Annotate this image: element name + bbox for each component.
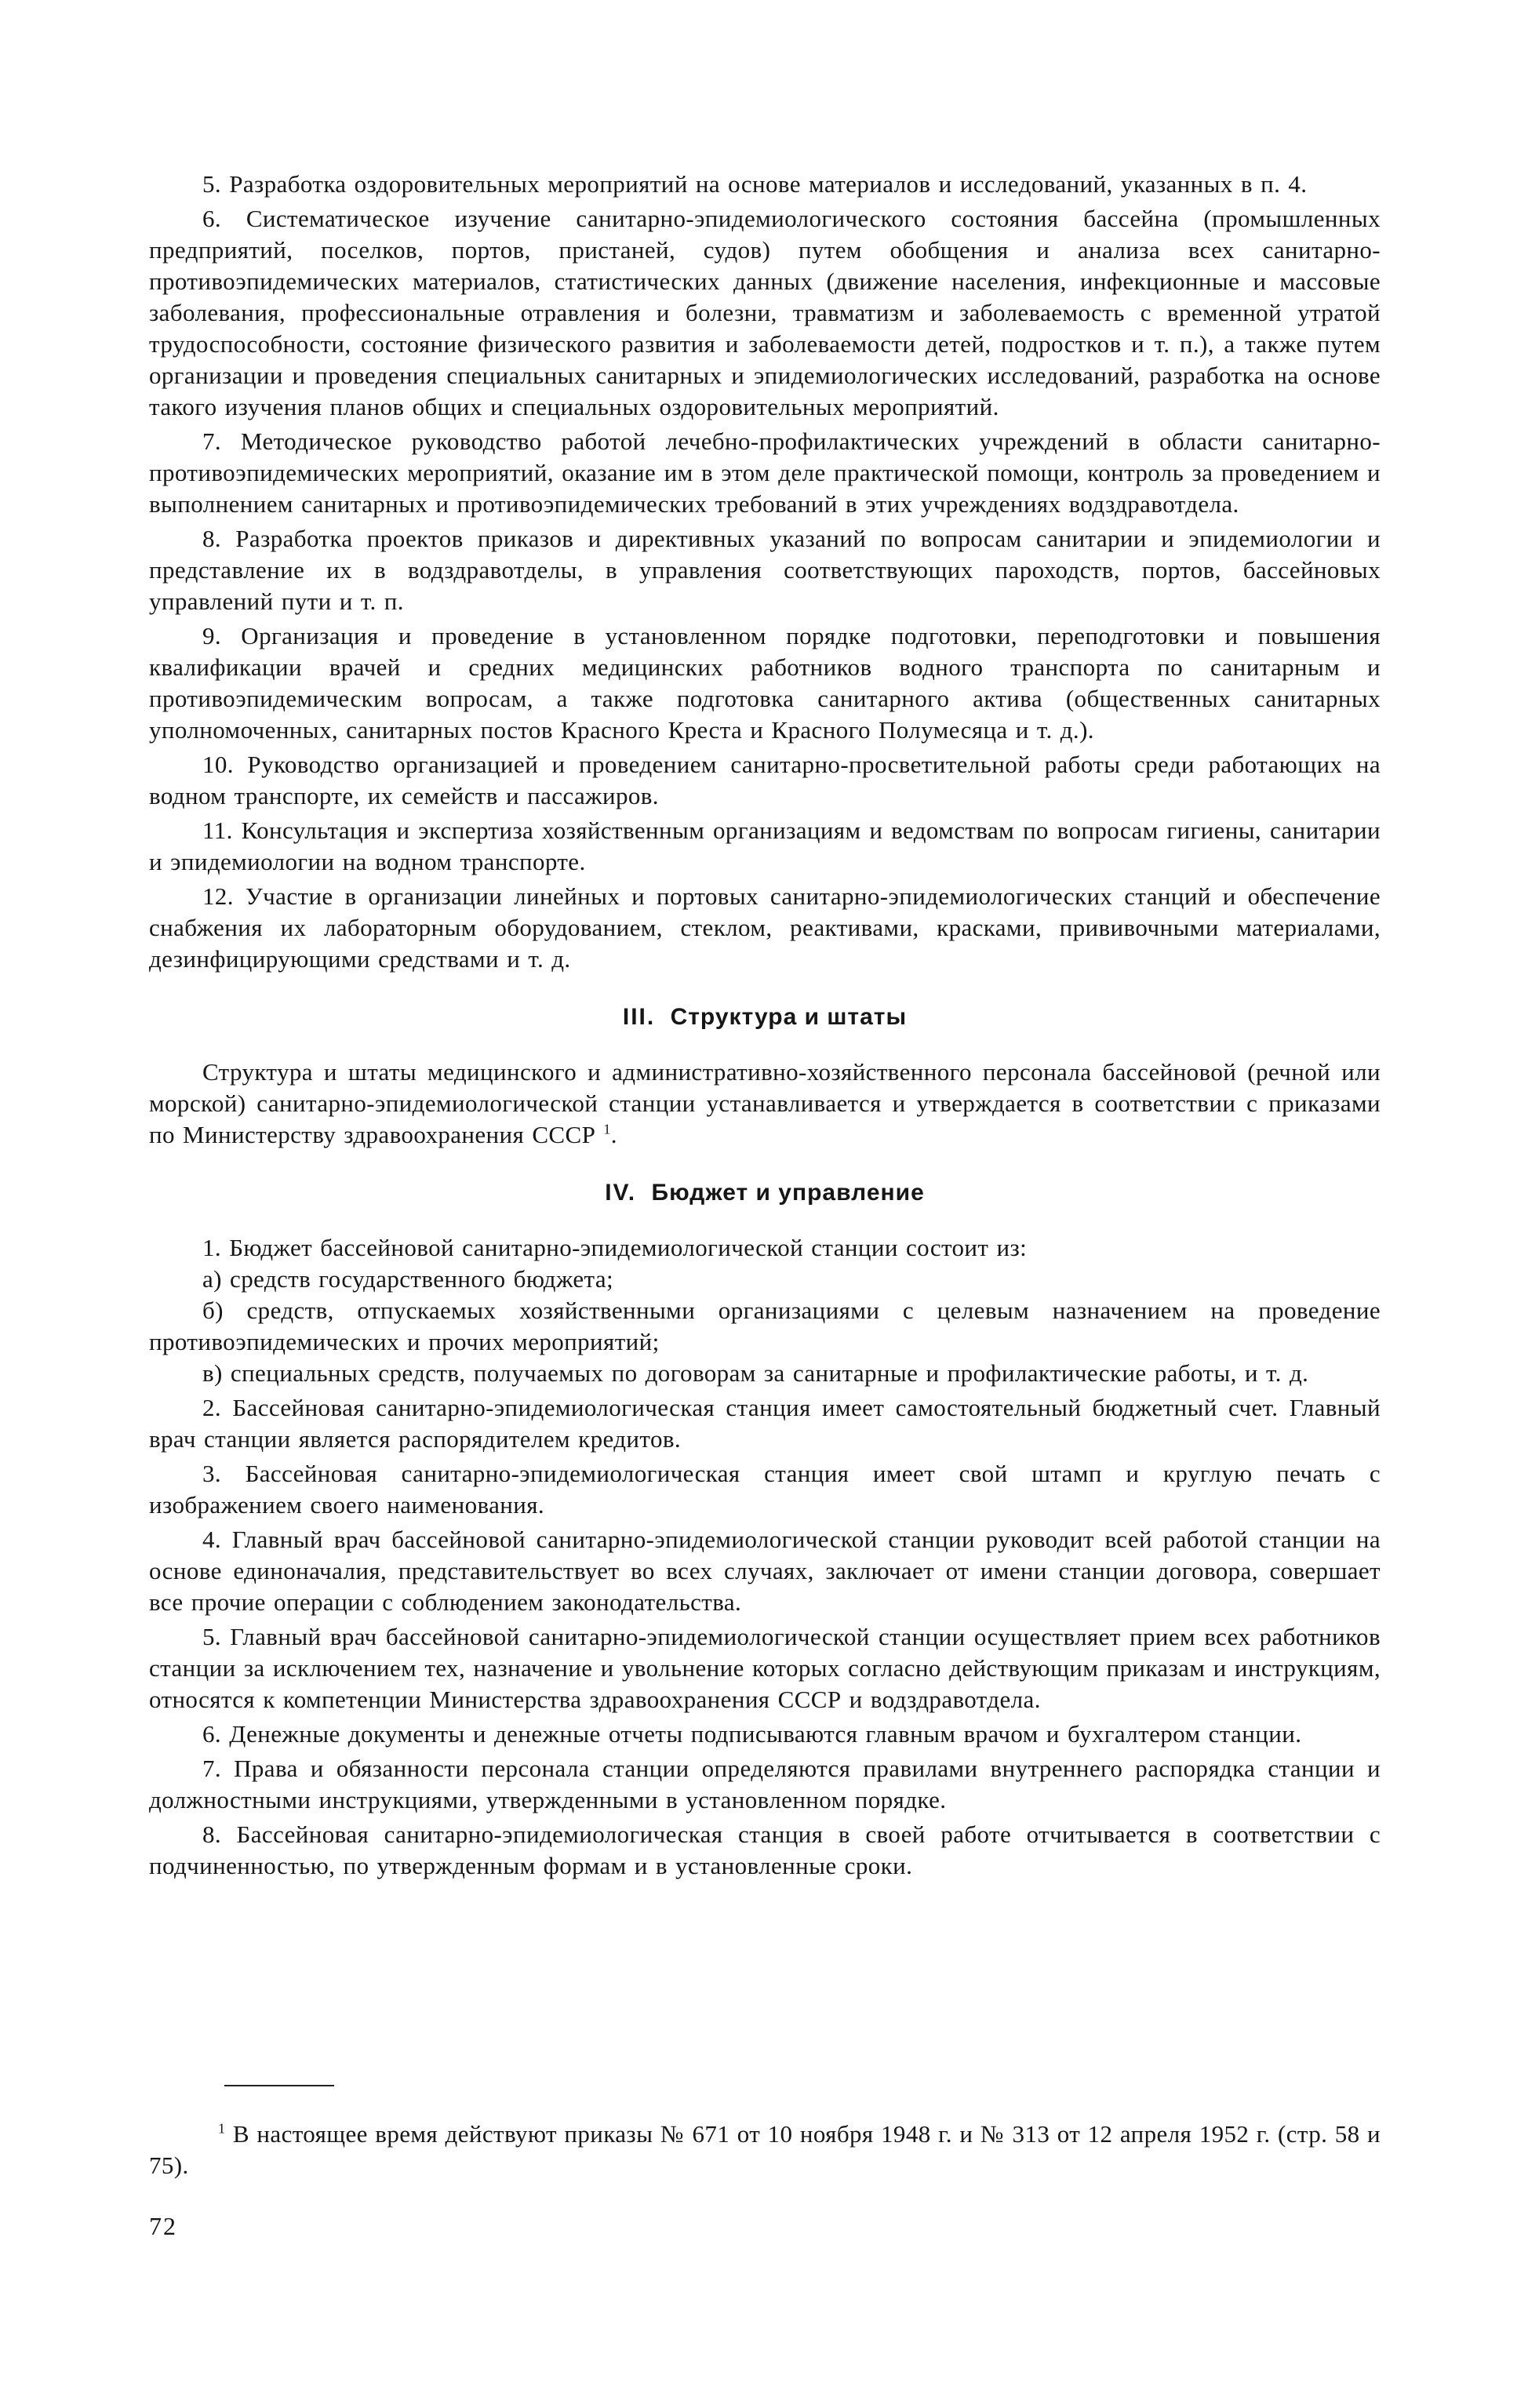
budget-subitem-a: а) средств государственного бюджета; — [202, 1265, 614, 1293]
section-3-paragraph — [149, 1057, 1381, 1151]
budget-item-1-intro: 1. Бюджет бассейновой санитарно-эпидемиологической станции состоит из: — [202, 1234, 1028, 1261]
paragraph-item-12: 12. Участие в организации линейных и портовых санитарно-эпидемиологических станций и обеспечение снабжения их лабораторным оборудованием, стеклом, реактивами, красками, прививочными материалами, дезинфицирующими средствами и т. д. — [149, 882, 1381, 973]
page-number: 72 — [149, 2212, 177, 2240]
paragraph-item-5: 5. Разработка оздоровительных мероприятий на основе материалов и исследований, указанных в п. 4. — [202, 170, 1308, 198]
section-4-number: IV. — [605, 1180, 637, 1206]
budget-item-3: 3. Бассейновая санитарно-эпидемиологическая станция имеет свой штамп и круглую печать с изображением своего наименования. — [149, 1460, 1381, 1519]
paragraph-item-6: 6. Систематическое изучение санитарно-эпидемиологического состояния бассейна (промышленных предприятий, поселков, портов, пристаней, судов) путем обобщения и анализа всех санитарно-противоэпидемических материалов, статистических данных (движение населения, инфекционные и массовые заболевания, профессиональные отравления и болезни, травматизм и заболеваемость с временной утратой трудоспособности, состояние физического развития и заболеваемости детей, подростков и т. п.), а также путем организации и проведения специальных санитарных и эпидемиологических исследований, разработка на основе такого изучения планов общих и специальных оздоровительных мероприятий. — [149, 205, 1381, 420]
footnote-mark: 1 — [218, 2120, 226, 2137]
budget-subitem-b: б) средств, отпускаемых хозяйственными организациями с целевым назначением на проведение противоэпидемических и прочих мероприятий; — [149, 1297, 1381, 1355]
section-3-title: Структура и штаты — [670, 1004, 908, 1030]
footnote-text: В настоящее время действуют приказы № 671 от 10 ноября 1948 г. и № 313 от 12 апреля 1952 г. (стр. 58 и 75). — [149, 2120, 1381, 2179]
budget-item-7: 7. Права и обязанности персонала станции определяются правилами внутреннего распорядка станции и должностными инструкциями, утвержденными в установленном порядке. — [149, 1755, 1381, 1813]
footnote-reference[interactable]: 1 — [603, 1121, 611, 1137]
footnote — [149, 2119, 1381, 2181]
budget-item-8: 8. Бассейновая санитарно-эпидемиологическая станция в своей работе отчитывается в соответствии с подчиненностью, по утвержденным формам и в установленные сроки. — [149, 1821, 1381, 1879]
paragraph-item-7: 7. Методическое руководство работой лечебно-профилактических учреждений в области санитарно-противоэпидемических мероприятий, оказание им в этом деле практической помощи, контроль за проведением и выполнением санитарных и противоэпидемических требований в этих учреждениях водздравотдела. — [149, 427, 1381, 518]
paragraph-item-11: 11. Консультация и экспертиза хозяйственным организациям и ведомствам по вопросам гигиены, санитарии и эпидемиологии на водном транспорте. — [149, 817, 1381, 875]
section-3-text-end: . — [610, 1121, 617, 1148]
section-4-items — [149, 1232, 1381, 1882]
paragraph-item-10: 10. Руководство организацией и проведением санитарно-просветительной работы среди работающих на водном транспорте, их семейств и пассажиров. — [149, 751, 1381, 809]
budget-item-4: 4. Главный врач бассейновой санитарно-эпидемиологической станции руководит всей работой станции на основе единоначалия, представительствует во всех случаях, заключает от имени станции договора, совершает все прочие операции с соблюдением законодательства. — [149, 1526, 1381, 1616]
paragraph-item-8: 8. Разработка проектов приказов и директивных указаний по вопросам санитарии и эпидемиологии и представление их в водздравотделы, в управления соответствующих пароходств, портов, бассейновых управлений пути и т. п. — [149, 525, 1381, 615]
section-3-heading — [149, 1002, 1381, 1033]
budget-subitem-c: в) специальных средств, получаемых по договорам за санитарные и профилактические работы, и т. д. — [202, 1359, 1309, 1387]
document-body — [149, 169, 1381, 1885]
budget-item-2: 2. Бассейновая санитарно-эпидемиологическая станция имеет самостоятельный бюджетный счет. Главный врач станции является распорядителем кредитов. — [149, 1394, 1381, 1453]
section-3-text: Структура и штаты медицинского и административно-хозяйственного персонала бассейновой (речной или морской) санитарно-эпидемиологической станции устанавливается и утверждается в соответствии с приказами по Министерству здравоохранения СССР — [149, 1058, 1381, 1148]
paragraph-item-9: 9. Организация и проведение в установленном порядке подготовки, переподготовки и повышения квалификации врачей и средних медицинских работников водного транспорта по санитарным и противоэпидемическим вопросам, а также подготовка санитарного актива (общественных санитарных уполномоченных, санитарных постов Красного Креста и Красного Полумесяца и т. д.). — [149, 622, 1381, 744]
section-4-title: Бюджет и управление — [651, 1180, 925, 1206]
footnote-divider — [224, 2085, 334, 2086]
section-3-number: III. — [622, 1004, 656, 1030]
section-4-heading — [149, 1177, 1381, 1209]
section-2-items — [149, 169, 1381, 975]
budget-item-5: 5. Главный врач бассейновой санитарно-эпидемиологической станции осуществляет прием всех работников станции за исключением тех, назначение и увольнение которых согласно действующим приказам и инструкциям, относятся к компетенции Министерства здравоохранения СССР и водздравотдела. — [149, 1623, 1381, 1713]
budget-item-6: 6. Денежные документы и денежные отчеты подписываются главным врачом и бухгалтером станции. — [202, 1720, 1302, 1748]
